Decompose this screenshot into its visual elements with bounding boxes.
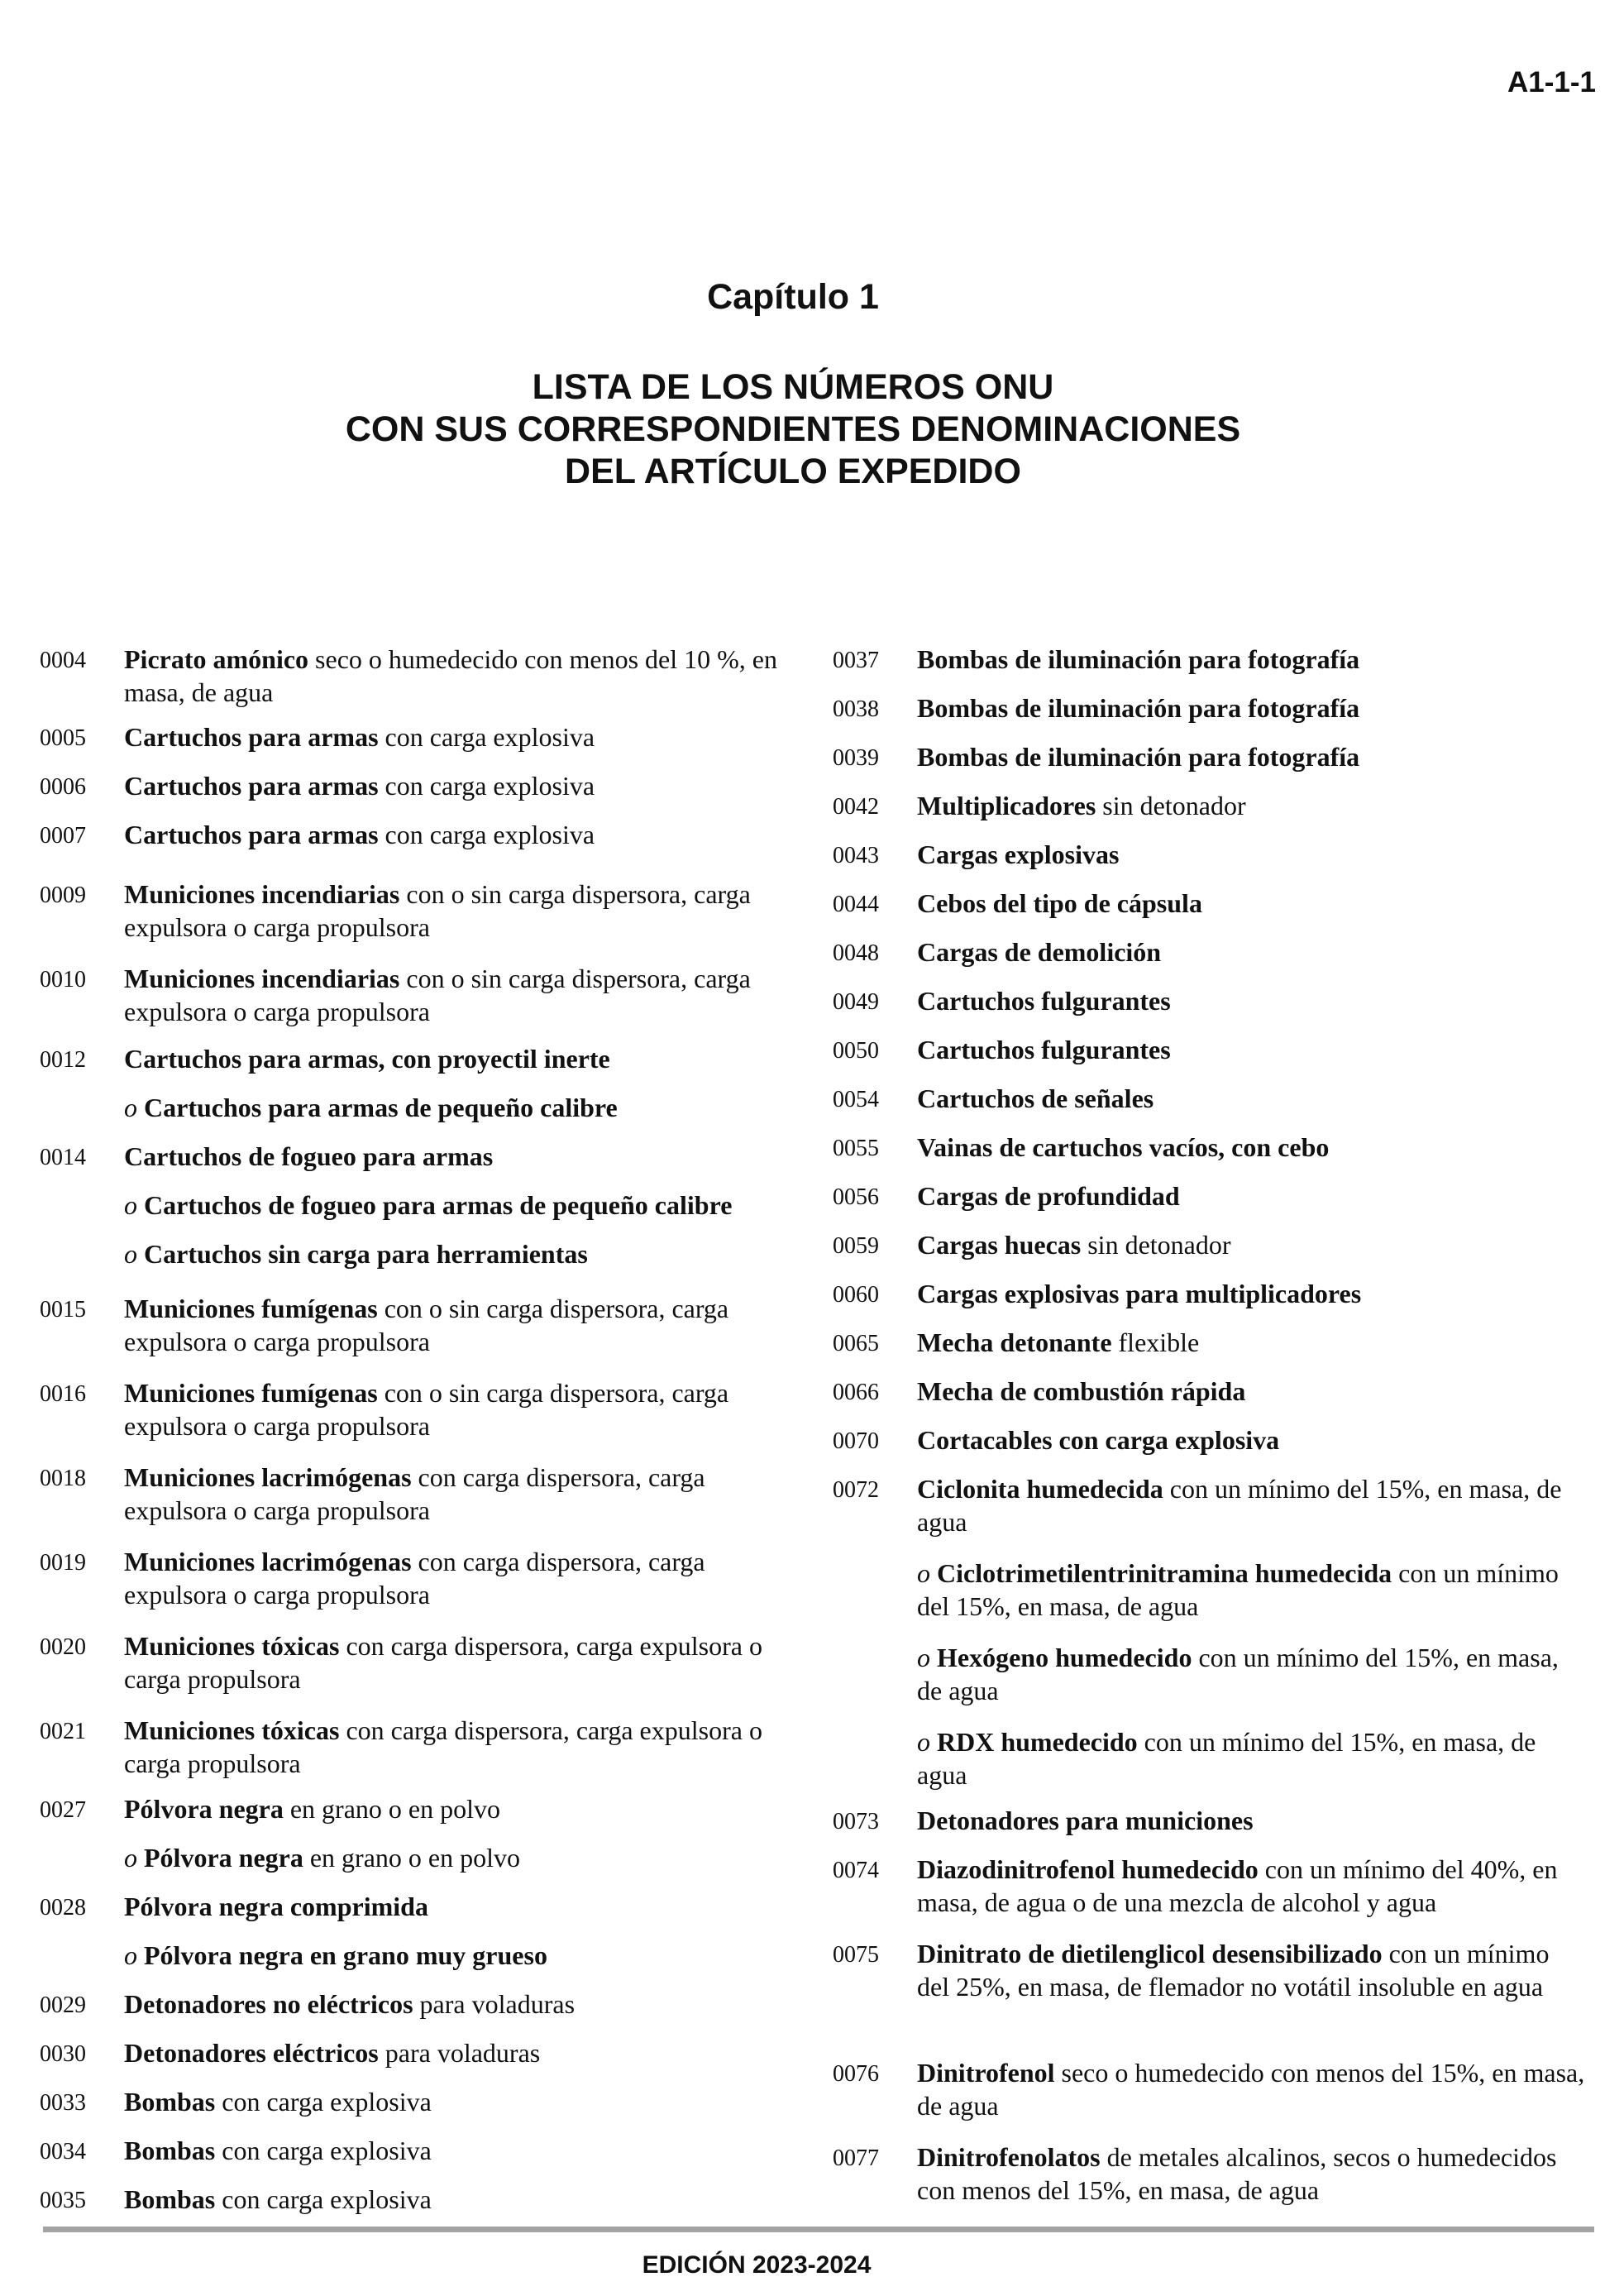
un-number: 0016 xyxy=(40,1381,86,1407)
shipping-name xyxy=(124,2036,800,2069)
un-number: 0043 xyxy=(833,843,879,868)
un-number: 0018 xyxy=(40,1466,86,1491)
shipping-name xyxy=(917,838,1585,871)
shipping-name xyxy=(917,1082,1585,1115)
shipping-name-bold: Municiones tóxicas xyxy=(124,1631,340,1661)
shipping-name-bold: Municiones lacrimógenas xyxy=(124,1547,412,1576)
un-number: 0055 xyxy=(833,1136,879,1161)
shipping-name-bold: Hexógeno humedecido xyxy=(937,1643,1192,1672)
shipping-name xyxy=(917,643,1585,676)
un-number: 0042 xyxy=(833,794,879,820)
shipping-name-qualifier: con un mínimo del 15%, en masa, de agua xyxy=(917,1558,1559,1621)
shipping-name-bold: Picrato amónico xyxy=(124,644,309,674)
un-number: 0033 xyxy=(40,2090,86,2116)
un-number: 0009 xyxy=(40,883,86,908)
shipping-name-bold: RDX humedecido xyxy=(937,1727,1138,1757)
shipping-name xyxy=(917,887,1585,920)
shipping-name-bold: Cartuchos fulgurantes xyxy=(917,986,1171,1016)
shipping-name-bold: Cartuchos para armas xyxy=(124,722,379,752)
shipping-name-qualifier: con o sin carga dispersora, carga expulsora o carga propulsora xyxy=(124,1378,729,1441)
shipping-name xyxy=(124,1376,800,1442)
shipping-name-bold: Cargas explosivas xyxy=(917,839,1120,869)
shipping-name-bold: Municiones lacrimógenas xyxy=(124,1462,412,1492)
un-number: 0019 xyxy=(40,1550,86,1576)
title-line: LISTA DE LOS NÚMEROS ONU xyxy=(532,367,1054,407)
un-number: 0014 xyxy=(40,1145,86,1170)
shipping-name-qualifier: seco o humedecido con menos del 15%, en masa, de agua xyxy=(917,2058,1585,2121)
shipping-name xyxy=(917,1725,1585,1791)
un-number: 0074 xyxy=(833,1858,879,1883)
un-number: 0037 xyxy=(833,648,879,673)
shipping-name-bold: Multiplicadores xyxy=(917,791,1096,820)
shipping-name-bold: Bombas xyxy=(124,2087,216,2117)
shipping-name-bold: Cartuchos de fogueo para armas xyxy=(124,1141,494,1171)
shipping-name-bold: Dinitrato de dietilenglicol desensibilizado xyxy=(917,1939,1383,1968)
alternative-marker: o xyxy=(124,1843,137,1873)
shipping-name xyxy=(124,1890,800,1923)
alternative-marker: o xyxy=(917,1727,930,1757)
shipping-name-bold: Mecha detonante xyxy=(917,1327,1112,1357)
shipping-name-qualifier: con carga dispersora, carga expulsora o carga propulsora xyxy=(124,1547,705,1610)
footer-rule xyxy=(43,2227,1594,2232)
un-number: 0038 xyxy=(833,696,879,722)
un-number: 0030 xyxy=(40,2041,86,2067)
shipping-name-bold: Cartuchos sin carga para herramientas xyxy=(144,1239,588,1269)
shipping-name-qualifier: con carga explosiva xyxy=(378,820,595,849)
shipping-name-qualifier: flexible xyxy=(1111,1327,1200,1357)
shipping-name-bold: Bombas xyxy=(124,2184,216,2214)
shipping-name-bold: Bombas xyxy=(124,2136,216,2165)
shipping-name xyxy=(124,1189,800,1222)
shipping-name-qualifier: con un mínimo del 40%, en masa, de agua o de una mezcla de alcohol y agua xyxy=(917,1854,1558,1917)
shipping-name-bold: Dinitrofenol xyxy=(917,2058,1055,2088)
shipping-name-bold: Cortacables con carga explosiva xyxy=(917,1425,1280,1455)
shipping-name-bold: Cargas de profundidad xyxy=(917,1181,1180,1211)
un-number: 0010 xyxy=(40,967,86,993)
shipping-name xyxy=(917,691,1585,725)
shipping-name xyxy=(917,1804,1585,1837)
alternative-marker: o xyxy=(124,1239,137,1269)
un-number: 0066 xyxy=(833,1380,879,1405)
shipping-name-bold: Cartuchos para armas de pequeño calibre xyxy=(144,1093,618,1122)
shipping-name xyxy=(124,818,800,851)
un-number: 0049 xyxy=(833,989,879,1015)
title-line: DEL ARTÍCULO EXPEDIDO xyxy=(565,452,1021,491)
shipping-name-bold: Cartuchos para armas, con proyectil inerte xyxy=(124,1044,610,1074)
shipping-name-qualifier: para voladuras xyxy=(378,2038,541,2068)
un-number: 0005 xyxy=(40,725,86,751)
un-number: 0070 xyxy=(833,1428,879,1454)
un-number: 0044 xyxy=(833,892,879,917)
un-number: 0029 xyxy=(40,1992,86,2018)
shipping-name xyxy=(124,878,800,944)
shipping-name-bold: Bombas de iluminación para fotografía xyxy=(917,693,1360,723)
un-number: 0028 xyxy=(40,1895,86,1921)
shipping-name-qualifier: con carga explosiva xyxy=(378,771,595,801)
shipping-name-qualifier: con carga explosiva xyxy=(215,2087,432,2117)
shipping-name xyxy=(124,1042,800,1075)
shipping-name xyxy=(917,1131,1585,1164)
shipping-name xyxy=(124,1987,800,2021)
shipping-name-bold: Cargas huecas xyxy=(917,1230,1082,1260)
un-number: 0020 xyxy=(40,1634,86,1660)
shipping-name xyxy=(917,1853,1585,1919)
un-number: 0050 xyxy=(833,1038,879,1064)
shipping-name xyxy=(124,962,800,1028)
shipping-name-bold: Detonadores eléctricos xyxy=(124,2038,379,2068)
shipping-name-bold: Cargas de demolición xyxy=(917,937,1162,967)
page-id: A1-1-1 xyxy=(1507,66,1596,98)
un-number: 0065 xyxy=(833,1331,879,1356)
un-number: 0076 xyxy=(833,2061,879,2087)
shipping-name xyxy=(124,769,800,802)
shipping-name xyxy=(124,1091,800,1124)
shipping-name xyxy=(124,2134,800,2167)
un-number: 0077 xyxy=(833,2145,879,2171)
un-number: 0048 xyxy=(833,940,879,966)
shipping-name-bold: Cartuchos fulgurantes xyxy=(917,1035,1171,1064)
shipping-name-qualifier: en grano o en polvo xyxy=(283,1794,500,1824)
shipping-name-bold: Mecha de combustión rápida xyxy=(917,1376,1246,1406)
shipping-name xyxy=(917,1228,1585,1261)
alternative-marker: o xyxy=(124,1940,137,1970)
title-line: CON SUS CORRESPONDIENTES DENOMINACIONES xyxy=(345,409,1241,449)
shipping-name xyxy=(124,1292,800,1358)
shipping-name-bold: Municiones incendiarias xyxy=(124,879,400,909)
shipping-name-qualifier: de metales alcalinos, secos o humedecidos con menos del 15%, en masa, de agua xyxy=(917,2142,1557,2205)
shipping-name xyxy=(917,1326,1585,1359)
un-number: 0035 xyxy=(40,2188,86,2213)
shipping-name xyxy=(124,1237,800,1270)
alternative-marker: o xyxy=(917,1643,930,1672)
shipping-name xyxy=(124,1545,800,1611)
edition-footer: EDICIÓN 2023-2024 xyxy=(642,2251,872,2279)
un-number: 0075 xyxy=(833,1942,879,1968)
shipping-name-qualifier: sin detonador xyxy=(1081,1230,1231,1260)
un-number: 0015 xyxy=(40,1297,86,1323)
shipping-name-bold: Dinitrofenolatos xyxy=(917,2142,1101,2172)
shipping-name xyxy=(917,1277,1585,1310)
shipping-name-qualifier: sin detonador xyxy=(1096,791,1246,820)
shipping-name xyxy=(124,1792,800,1825)
un-number: 0004 xyxy=(40,648,86,673)
shipping-name-qualifier: con un mínimo del 15%, en masa, de agua xyxy=(917,1474,1562,1537)
shipping-name xyxy=(124,1939,800,1972)
shipping-name-qualifier: con un mínimo del 15%, en masa, de agua xyxy=(917,1643,1559,1705)
shipping-name-bold: Cartuchos para armas xyxy=(124,771,379,801)
shipping-name xyxy=(917,1179,1585,1213)
shipping-name xyxy=(124,1461,800,1527)
shipping-name-bold: Cebos del tipo de cápsula xyxy=(917,888,1202,918)
shipping-name-bold: Bombas de iluminación para fotografía xyxy=(917,644,1360,674)
shipping-name-qualifier: en grano o en polvo xyxy=(303,1843,520,1873)
un-number: 0006 xyxy=(40,774,86,800)
shipping-name xyxy=(124,1714,800,1780)
shipping-name xyxy=(124,2183,800,2216)
un-number: 0007 xyxy=(40,823,86,849)
shipping-name xyxy=(917,935,1585,969)
shipping-name-qualifier: con carga explosiva xyxy=(215,2136,432,2165)
chapter-title xyxy=(0,366,1586,493)
shipping-name-bold: Detonadores no eléctricos xyxy=(124,1989,413,2019)
shipping-name-qualifier: con carga explosiva xyxy=(378,722,595,752)
shipping-name xyxy=(124,720,800,753)
shipping-name xyxy=(124,643,800,709)
shipping-name-qualifier: con un mínimo del 25%, en masa, de flemador no votátil insoluble en agua xyxy=(917,1939,1550,2002)
shipping-name xyxy=(917,1557,1585,1623)
shipping-name-bold: Pólvora negra xyxy=(144,1843,303,1873)
un-number: 0072 xyxy=(833,1477,879,1503)
shipping-name xyxy=(124,1140,800,1173)
un-number: 0034 xyxy=(40,2139,86,2164)
un-number: 0039 xyxy=(833,745,879,771)
un-number: 0059 xyxy=(833,1233,879,1259)
shipping-name xyxy=(917,740,1585,773)
un-number: 0060 xyxy=(833,1282,879,1308)
shipping-name-bold: Ciclotrimetilentrinitramina humedecida xyxy=(937,1558,1392,1588)
un-number: 0027 xyxy=(40,1797,86,1823)
shipping-name xyxy=(917,2056,1585,2122)
shipping-name-qualifier: seco o humedecido con menos del 10 %, en masa, de agua xyxy=(124,644,777,707)
shipping-name-bold: Cartuchos de señales xyxy=(917,1083,1154,1113)
shipping-name xyxy=(124,1629,800,1696)
shipping-name-bold: Bombas de iluminación para fotografía xyxy=(917,742,1360,772)
shipping-name xyxy=(917,1375,1585,1408)
shipping-name-bold: Pólvora negra en grano muy grueso xyxy=(144,1940,547,1970)
shipping-name-qualifier: con o sin carga dispersora, carga expulsora o carga propulsora xyxy=(124,879,751,942)
shipping-name xyxy=(917,1472,1585,1538)
shipping-name xyxy=(917,2141,1585,2207)
shipping-name-bold: Vainas de cartuchos vacíos, con cebo xyxy=(917,1132,1330,1162)
shipping-name-bold: Cargas explosivas para multiplicadores xyxy=(917,1279,1362,1308)
shipping-name-qualifier: con carga dispersora, carga expulsora o carga propulsora xyxy=(124,1715,762,1778)
un-number: 0073 xyxy=(833,1809,879,1834)
shipping-name-qualifier: con o sin carga dispersora, carga expulsora o carga propulsora xyxy=(124,964,751,1026)
shipping-name xyxy=(917,1423,1585,1457)
shipping-name xyxy=(917,789,1585,822)
shipping-name-qualifier: para voladuras xyxy=(413,1989,576,2019)
shipping-name-bold: Municiones tóxicas xyxy=(124,1715,340,1745)
shipping-name-bold: Municiones incendiarias xyxy=(124,964,400,993)
shipping-name xyxy=(917,984,1585,1017)
shipping-name-qualifier: con un mínimo del 15%, en masa, de agua xyxy=(917,1727,1536,1790)
shipping-name-bold: Municiones fumígenas xyxy=(124,1378,378,1408)
shipping-name-bold: Detonadores para municiones xyxy=(917,1806,1254,1835)
alternative-marker: o xyxy=(124,1190,137,1220)
un-number: 0021 xyxy=(40,1719,86,1744)
un-number: 0054 xyxy=(833,1087,879,1112)
shipping-name xyxy=(917,1937,1585,2003)
shipping-name-bold: Diazodinitrofenol humedecido xyxy=(917,1854,1259,1884)
shipping-name-bold: Cartuchos de fogueo para armas de pequeño calibre xyxy=(144,1190,733,1220)
shipping-name-qualifier: con carga explosiva xyxy=(215,2184,432,2214)
chapter-heading: Capítulo 1 xyxy=(707,277,879,317)
shipping-name-bold: Pólvora negra xyxy=(124,1794,284,1824)
shipping-name-qualifier: con o sin carga dispersora, carga expulsora o carga propulsora xyxy=(124,1294,729,1356)
shipping-name xyxy=(917,1641,1585,1707)
shipping-name-bold: Ciclonita humedecida xyxy=(917,1474,1163,1504)
shipping-name xyxy=(124,1841,800,1874)
alternative-marker: o xyxy=(917,1558,930,1588)
shipping-name xyxy=(917,1033,1585,1066)
shipping-name-bold: Cartuchos para armas xyxy=(124,820,379,849)
un-number: 0056 xyxy=(833,1184,879,1210)
alternative-marker: o xyxy=(124,1093,137,1122)
shipping-name-qualifier: con carga dispersora, carga expulsora o carga propulsora xyxy=(124,1462,705,1525)
shipping-name xyxy=(124,2085,800,2118)
un-number: 0012 xyxy=(40,1047,86,1073)
shipping-name-qualifier: con carga dispersora, carga expulsora o carga propulsora xyxy=(124,1631,762,1694)
shipping-name-bold: Pólvora negra comprimida xyxy=(124,1892,428,1921)
shipping-name-bold: Municiones fumígenas xyxy=(124,1294,378,1323)
